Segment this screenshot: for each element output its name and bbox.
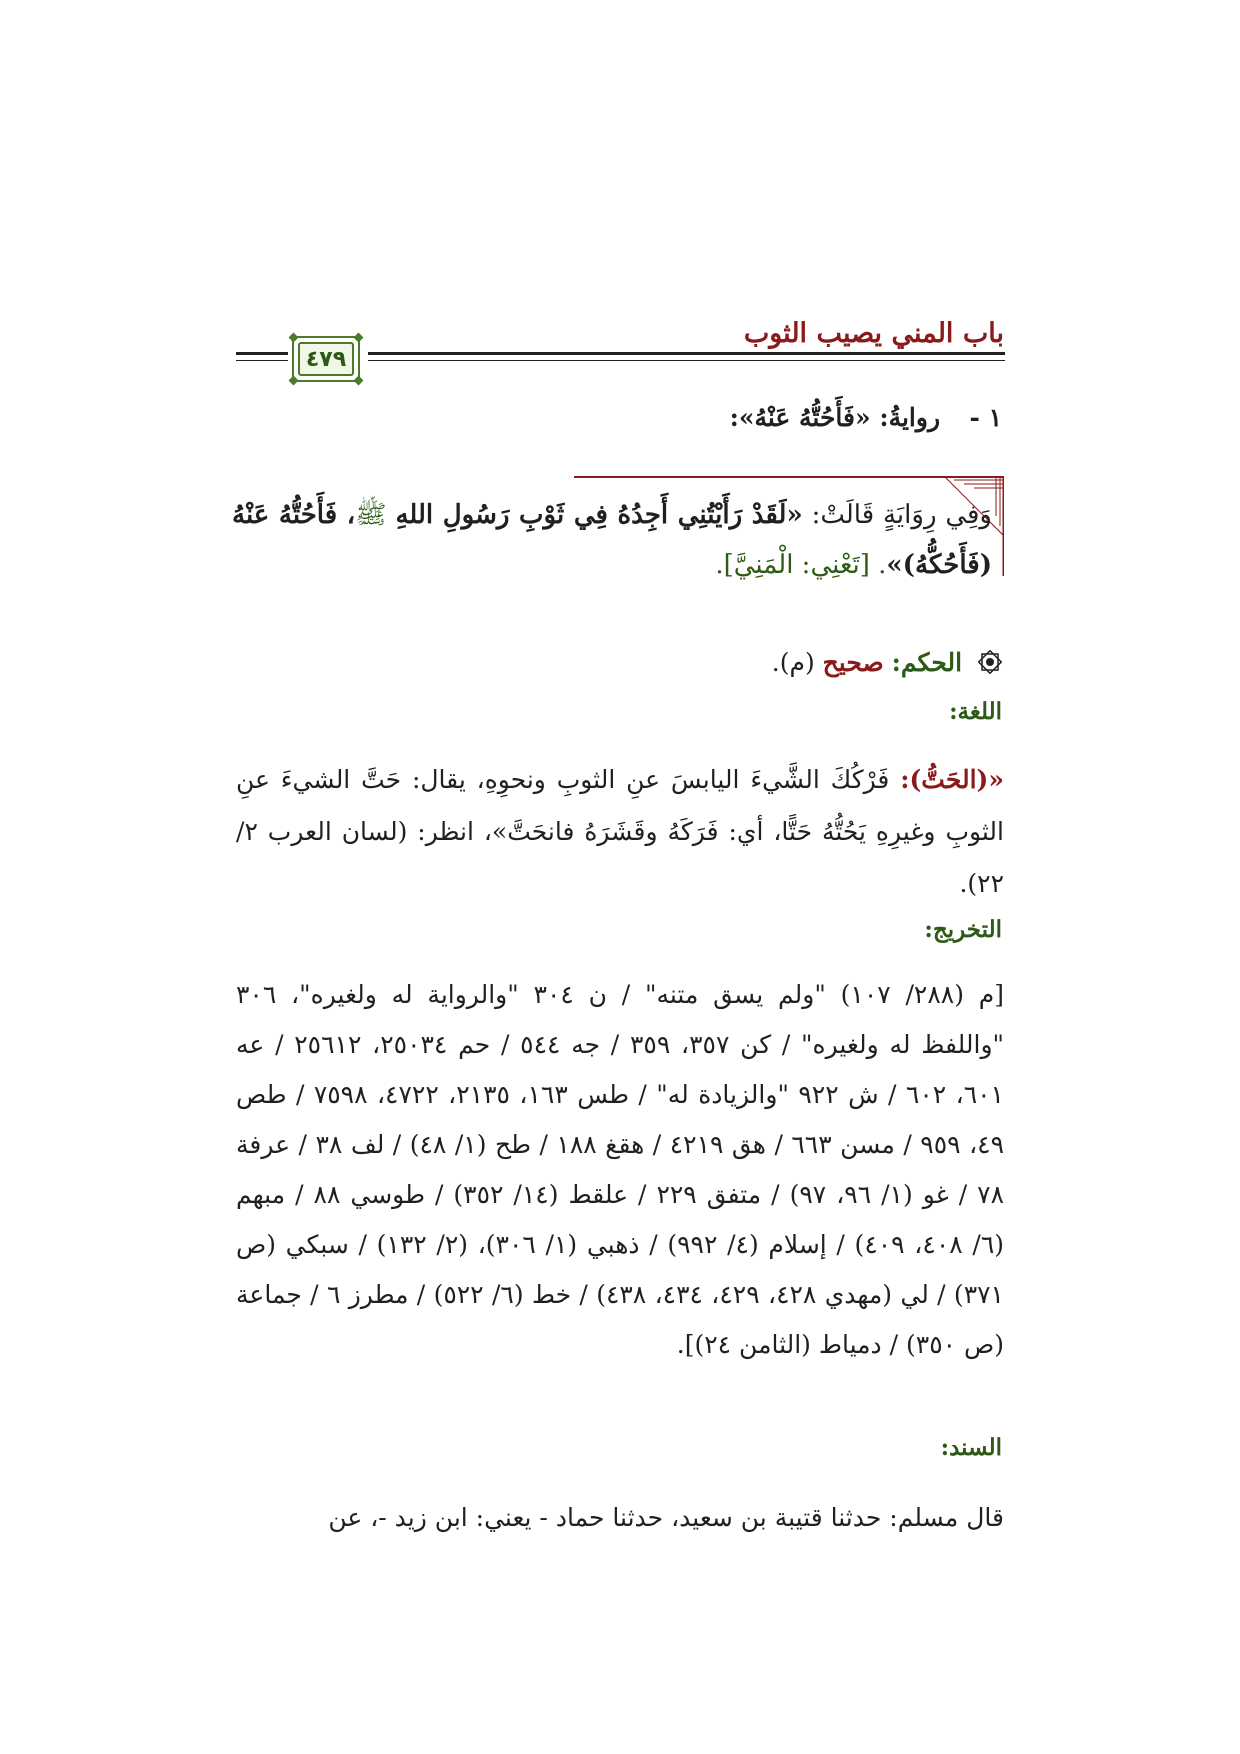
section-quote: «فَأَحُتُّهُ عَنْهُ»: — [729, 403, 871, 432]
hadith-note: . [تَعْنِي: الْمَنِيَّ]. — [715, 550, 887, 580]
language-text: فَرْكُكَ الشَّيءَ اليابسَ عنِ الثوبِ ونحوِهِ، يقال: حَتَّ الشيءَ عنِ الثوبِ وغيرِهِ يَحُتُّهُ حَتًّا، أي: فَرَكَهُ وقَشَرَهُ فانحَتَّ»، انظر: (لسان العرب ٢/ ٢٢). — [236, 765, 1004, 898]
language-heading: اللغة: — [949, 698, 1002, 725]
chapter-title: باب المني يصيب الثوب — [743, 318, 1004, 349]
language-term: «(الحَتُّ): — [900, 765, 1004, 794]
ruling-value: صحيح — [822, 648, 884, 677]
ruling-source: (م). — [771, 648, 815, 677]
header-rule-right-bottom — [368, 360, 1005, 361]
section-heading-1 — [730, 403, 1002, 432]
salutation-glyph: ﷺ — [355, 500, 387, 530]
page-header — [0, 0, 1240, 400]
badge-corner-ornament — [289, 333, 299, 343]
hadith-text — [232, 490, 992, 590]
ruling-label: الحكم: — [891, 648, 963, 677]
sanad-paragraph: قال مسلم: حدثنا قتيبة بن سعيد، حدثنا حماد - يعني: ابن زيد -، عن — [328, 1503, 1004, 1532]
eight-point-star-icon — [978, 650, 1002, 680]
header-rule-right-top — [368, 352, 1005, 355]
sanad-heading: السند: — [940, 1434, 1002, 1461]
hadith-block — [220, 476, 1004, 596]
takhrij-paragraph: [م (٢٨٨/ ١٠٧) "ولم يسق متنه" / ن ٣٠٤ "والرواية له ولغيره"، ٣٠٦ "واللفظ له ولغيره" / كن ٣٥٧، ٣٥٩ / جه ٥٤٤ / حم ٢٥٠٣٤، ٢٥٦١٢ / عه ٦٠١، ٦٠٢ / ش ٩٢٢ "والزيادة له" / طس ١٦٣، ٢١٣٥، ٤٧٢٢، ٧٥٩٨ / طص ٤٩، ٩٥٩ / مسن ٦٦٣ / هق ٤٢١٩ / هقغ ١٨٨ / طح (١/ ٤٨) / لف ٣٨ / عرفة ٧٨ / غو (١/ ٩٦، ٩٧) / متفق ٢٢٩ / علقط (١٤/ ٣٥٢) / طوسي ٨٨ / مبهم (٦/ ٤٠٨، ٤٠٩) / إسلام (٤/ ٩٩٢) / ذهبي (١/ ٣٠٦)، (٢/ ١٣٢) / سبكي (ص ٣٧١) / لي (مهدي ٤٢٨، ٤٢٩، ٤٣٤، ٤٣٨) / خط (٦/ ٥٢٢) / مطرز ٦ / جماعة (ص ٣٥٠) / دمياط (الثامن ٢٤)]. — [236, 980, 1005, 1359]
header-rule-left-top — [236, 352, 288, 355]
page-number-badge — [292, 336, 360, 382]
page-number: ٤٧٩ — [298, 342, 354, 376]
hadith-intro: وَفِي رِوَايَةٍ قَالَتْ: — [811, 500, 992, 530]
ruling-line — [772, 648, 1002, 680]
badge-corner-ornament — [354, 376, 364, 386]
language-paragraph — [236, 754, 1004, 910]
badge-corner-ornament — [354, 333, 364, 343]
badge-corner-ornament — [289, 376, 299, 386]
section-number: ١ - — [969, 403, 1002, 432]
takhrij-heading: التخريج: — [924, 916, 1002, 943]
section-label: روايةُ: — [879, 403, 941, 432]
hadith-quote-part-2: ، فَأَحُتُّهُ عَنْهُ (فَأَحُكُّهُ)» — [232, 500, 992, 580]
hadith-top-rule — [574, 476, 1004, 478]
header-rule-left-bottom — [236, 360, 288, 361]
hadith-quote-part-1: «لَقَدْ رَأَيْتُنِي أَجِدُهُ فِي ثَوْبِ رَسُولِ اللهِ — [395, 500, 803, 530]
